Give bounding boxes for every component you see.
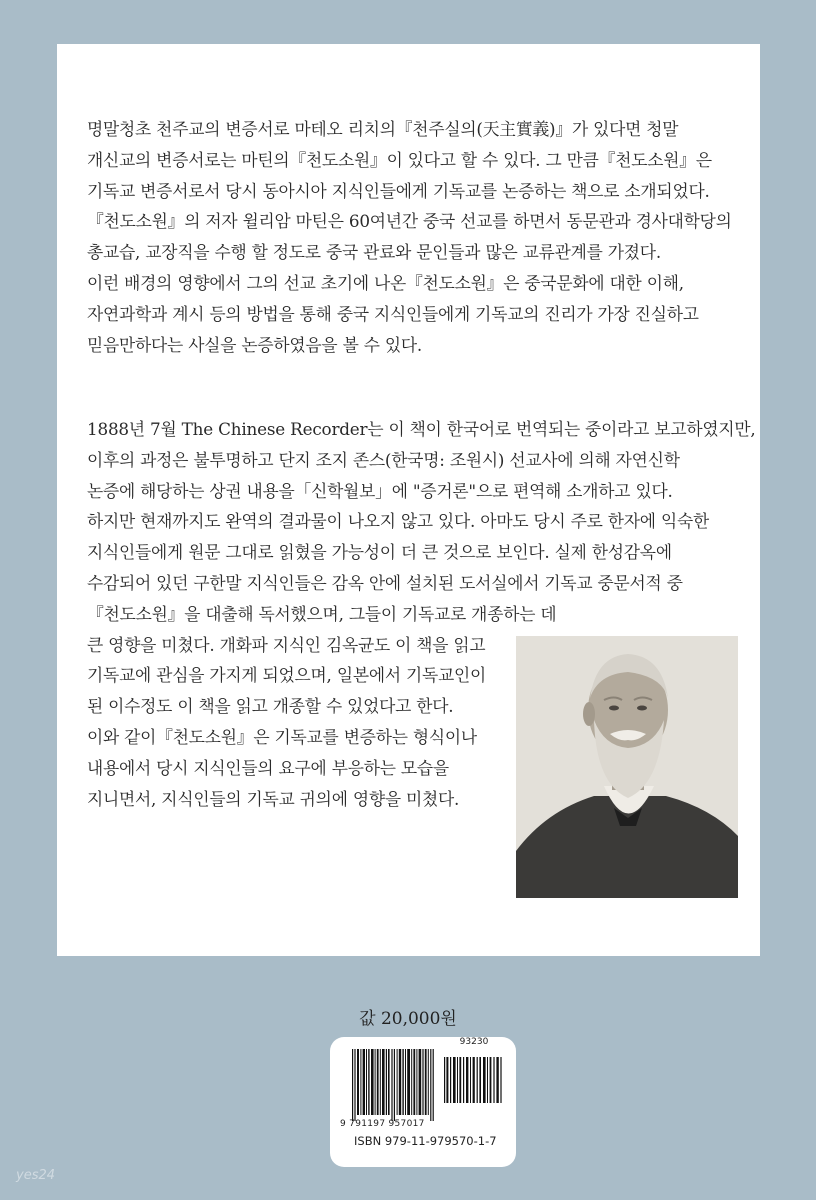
text-line: 기독교에 관심을 가지게 되었으며, 일본에서 기독교인이 — [87, 665, 487, 686]
author-portrait — [516, 636, 738, 898]
text-line: 『천도소원』의 저자 윌리암 마틴은 60여년간 중국 선교를 하면서 동문관과 경사대학당의 — [87, 211, 732, 232]
text-line: 된 이수정도 이 책을 읽고 개종할 수 있었다고 한다. — [87, 696, 454, 717]
text-line: 이런 배경의 영향에서 그의 선교 초기에 나온『천도소원』은 중국문화에 대한 이해, — [87, 272, 684, 293]
isbn-number: ISBN 979-11-979570-1-7 — [354, 1134, 497, 1148]
price-label: 값 20,000원 — [359, 1009, 457, 1029]
isbn-barcode — [330, 1037, 516, 1167]
barcode-main-bars — [352, 1049, 434, 1121]
text-line: 총교습, 교장직을 수행 할 정도로 중국 관료와 문인들과 많은 교류관계를 가졌다. — [87, 242, 661, 263]
text-line: 내용에서 당시 지식인들의 요구에 부응하는 모습을 — [87, 757, 449, 778]
text-line: 논증에 해당하는 상권 내용을「신학월보」에 "증거론"으로 편역해 소개하고 있다. — [87, 480, 673, 501]
text-line: 지니면서, 지식인들의 기독교 귀의에 영향을 미쳤다. — [87, 788, 460, 809]
text-line: 하지만 현재까지도 완역의 결과물이 나오지 않고 있다. 아마도 당시 주로 한자에 익숙한 — [87, 511, 709, 532]
text-line: 명말청초 천주교의 변증서로 마테오 리치의『천주실의(天主實義)』가 있다면 청말 — [87, 119, 679, 139]
watermark-text: yes24 — [16, 1168, 56, 1183]
text-line: 수감되어 있던 구한말 지식인들은 감옥 안에 설치된 도서실에서 기독교 중문서적 중 — [87, 572, 683, 593]
text-line: 개신교의 변증서로는 마틴의『천도소원』이 있다고 할 수 있다. 그 만큼『천도소원』은 — [87, 149, 712, 170]
text-line: 자연과학과 계시 등의 방법을 통해 중국 지식인들에게 기독교의 진리가 가장 진실하고 — [87, 303, 699, 324]
barcode-digits: 9 791197 957017 — [340, 1119, 425, 1129]
barcode-addon-digits: 93230 — [459, 1037, 489, 1047]
portrait-illustration — [516, 636, 738, 898]
barcode-addon-bars — [444, 1047, 504, 1103]
text-line: 이후의 과정은 불투명하고 단지 조지 존스(한국명: 조원시) 선교사에 의해 자연신학 — [87, 449, 680, 470]
text-line: 큰 영향을 미쳤다. 개화파 지식인 김옥균도 이 책을 읽고 — [87, 634, 486, 655]
text-line: 『천도소원』을 대출해 독서했으며, 그들이 기독교로 개종하는 데 — [87, 603, 557, 624]
paragraph-1 — [87, 114, 750, 360]
text-line: 기독교 변증서로서 당시 동아시아 지식인들에게 기독교를 논증하는 책으로 소개되었다. — [87, 180, 710, 201]
text-line: 믿음만하다는 사실을 논증하였음을 볼 수 있다. — [87, 334, 423, 355]
text-line: 1888년 7월 The Chinese Recorder는 이 책이 한국어로 번역되는 중이라고 보고하였지만, — [87, 419, 756, 439]
text-line: 이와 같이『천도소원』은 기독교를 변증하는 형식이나 — [87, 726, 477, 747]
text-line: 지식인들에게 원문 그대로 읽혔을 가능성이 더 큰 것으로 보인다. 실제 한성감옥에 — [87, 542, 672, 563]
